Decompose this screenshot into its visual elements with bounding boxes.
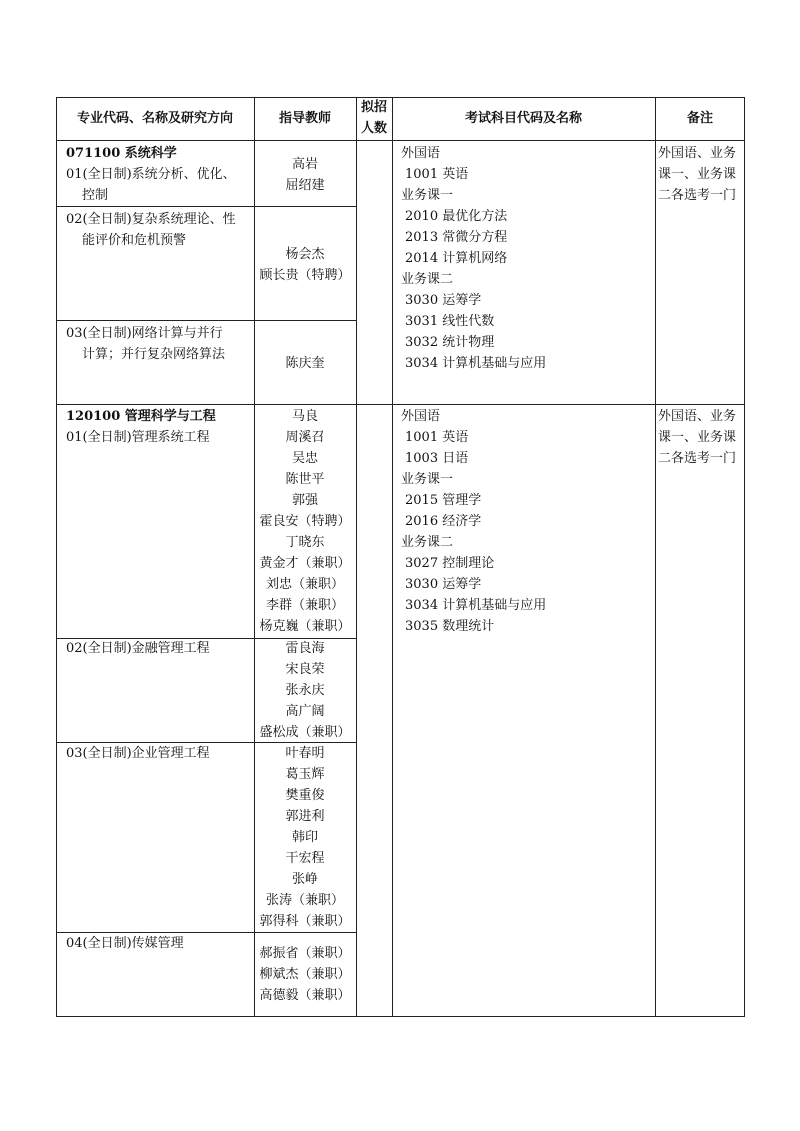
exam-heading: 外国语 xyxy=(401,409,441,424)
header-major: 专业代码、名称及研究方向 xyxy=(76,111,233,126)
direction-label: 计算；并行复杂网络算法 xyxy=(82,347,226,362)
advisor-name: 高广阔 xyxy=(285,704,325,719)
advisor-name: 宋良荣 xyxy=(285,662,325,677)
advisor-name: 顾长贵（特聘） xyxy=(259,268,351,283)
advisor-name: 李群（兼职） xyxy=(265,598,344,613)
advisor-name: 刘忠（兼职） xyxy=(265,577,344,592)
section-title: 120100 管理科学与工程 xyxy=(66,409,216,424)
advisor-name: 丁晓东 xyxy=(285,535,325,550)
advisor-name: 郭得科（兼职） xyxy=(259,914,351,929)
notes-line: 课一、业务课 xyxy=(658,430,737,445)
direction-label: 02(全日制)金融管理工程 xyxy=(66,641,210,656)
advisor-name: 高德毅（兼职） xyxy=(259,988,351,1003)
advisor-name: 吴忠 xyxy=(291,451,318,466)
advisor-list xyxy=(254,406,356,637)
direction-label: 04(全日制)传媒管理 xyxy=(66,936,184,951)
exam-subject: 3030 运筹学 xyxy=(405,577,482,592)
header-divider xyxy=(56,140,745,141)
exam-heading: 业务课一 xyxy=(401,188,454,203)
advisor-name: 张涛（兼职） xyxy=(265,893,344,908)
advisor-name: 周溪召 xyxy=(285,430,325,445)
header-quota-line2: 人数 xyxy=(360,121,387,136)
advisor-name: 盛松成（兼职） xyxy=(259,725,351,740)
advisor-name: 张永庆 xyxy=(285,683,325,698)
exam-heading: 业务课二 xyxy=(401,535,454,550)
advisor-name: 郭强 xyxy=(291,493,318,508)
advisor-name: 郝振省（兼职） xyxy=(259,946,351,961)
direction-label: 能评价和危机预警 xyxy=(82,233,187,248)
advisor-name: 张峥 xyxy=(291,872,318,887)
notes-text xyxy=(658,143,736,206)
advisor-name: 陈世平 xyxy=(285,472,325,487)
exam-subject: 2016 经济学 xyxy=(405,514,482,529)
exam-subject: 2015 管理学 xyxy=(405,493,482,508)
exam-list xyxy=(401,406,546,637)
advisor-name: 柳斌杰（兼职） xyxy=(259,967,351,982)
advisor-name: 樊重俊 xyxy=(285,788,325,803)
header-exams: 考试科目代码及名称 xyxy=(464,111,582,126)
advisor-list xyxy=(254,743,356,932)
exam-subject: 3032 统计物理 xyxy=(405,335,495,350)
direction-divider xyxy=(56,206,356,207)
advisor-name: 郭进利 xyxy=(285,809,325,824)
direction-label: 控制 xyxy=(82,188,109,203)
advisor-name: 陈庆奎 xyxy=(285,356,325,371)
direction-divider xyxy=(56,320,356,321)
advisor-name: 叶春明 xyxy=(285,746,325,761)
advisor-name: 雷良海 xyxy=(285,641,325,656)
exam-subject: 2014 计算机网络 xyxy=(405,251,508,266)
exam-heading: 业务课二 xyxy=(401,272,454,287)
advisor-name: 杨会杰 xyxy=(285,247,325,262)
exam-heading: 外国语 xyxy=(401,146,441,161)
exam-subject: 3035 数理统计 xyxy=(405,619,495,634)
exam-heading: 业务课一 xyxy=(401,472,454,487)
exam-subject: 3034 计算机基础与应用 xyxy=(405,356,547,371)
header-quota-line1: 拟招 xyxy=(360,100,387,115)
direction-label: 01(全日制)系统分析、优化、 xyxy=(66,167,236,182)
advisor-name: 霍良安（特聘） xyxy=(259,514,351,529)
direction-label: 01(全日制)管理系统工程 xyxy=(66,430,210,445)
advisor-list xyxy=(254,638,356,743)
advisor-name: 杨克巍（兼职） xyxy=(259,619,351,634)
notes-line: 外国语、业务 xyxy=(658,146,737,161)
section-divider xyxy=(56,404,745,405)
exam-subject: 2010 最优化方法 xyxy=(405,209,508,224)
exam-subject: 2013 常微分方程 xyxy=(405,230,508,245)
notes-line: 外国语、业务 xyxy=(658,409,737,424)
direction-label: 02(全日制)复杂系统理论、性 xyxy=(66,212,236,227)
advisor-name: 马良 xyxy=(291,409,318,424)
col-divider-2 xyxy=(356,97,357,1017)
col-divider-4 xyxy=(655,97,656,1017)
advisor-name: 黄金才（兼职） xyxy=(259,556,351,571)
advisor-list xyxy=(254,943,356,1006)
exam-subject: 3027 控制理论 xyxy=(405,556,495,571)
notes-line: 课一、业务课 xyxy=(658,167,737,182)
notes-line: 二各选考一门 xyxy=(658,188,737,203)
advisor-name: 韩印 xyxy=(291,830,318,845)
header-advisors: 指导教师 xyxy=(278,111,331,126)
exam-subject: 3034 计算机基础与应用 xyxy=(405,598,547,613)
exam-subject: 1001 英语 xyxy=(405,167,469,182)
advisor-name: 屈绍建 xyxy=(285,178,325,193)
advisor-name: 干宏程 xyxy=(285,851,325,866)
exam-list xyxy=(401,143,546,374)
notes-line: 二各选考一门 xyxy=(658,451,737,466)
direction-label: 03(全日制)企业管理工程 xyxy=(66,746,210,761)
advisor-name: 高岩 xyxy=(291,157,318,172)
exam-subject: 3031 线性代数 xyxy=(405,314,495,329)
notes-text xyxy=(658,406,736,469)
exam-subject: 1001 英语 xyxy=(405,430,469,445)
col-divider-3 xyxy=(392,97,393,1017)
header-notes: 备注 xyxy=(686,111,713,126)
advisor-name: 葛玉辉 xyxy=(285,767,325,782)
exam-subject: 3030 运筹学 xyxy=(405,293,482,308)
direction-label: 03(全日制)网络计算与并行 xyxy=(66,326,223,341)
exam-subject: 1003 日语 xyxy=(405,451,469,466)
section-title: 071100 系统科学 xyxy=(66,146,177,161)
